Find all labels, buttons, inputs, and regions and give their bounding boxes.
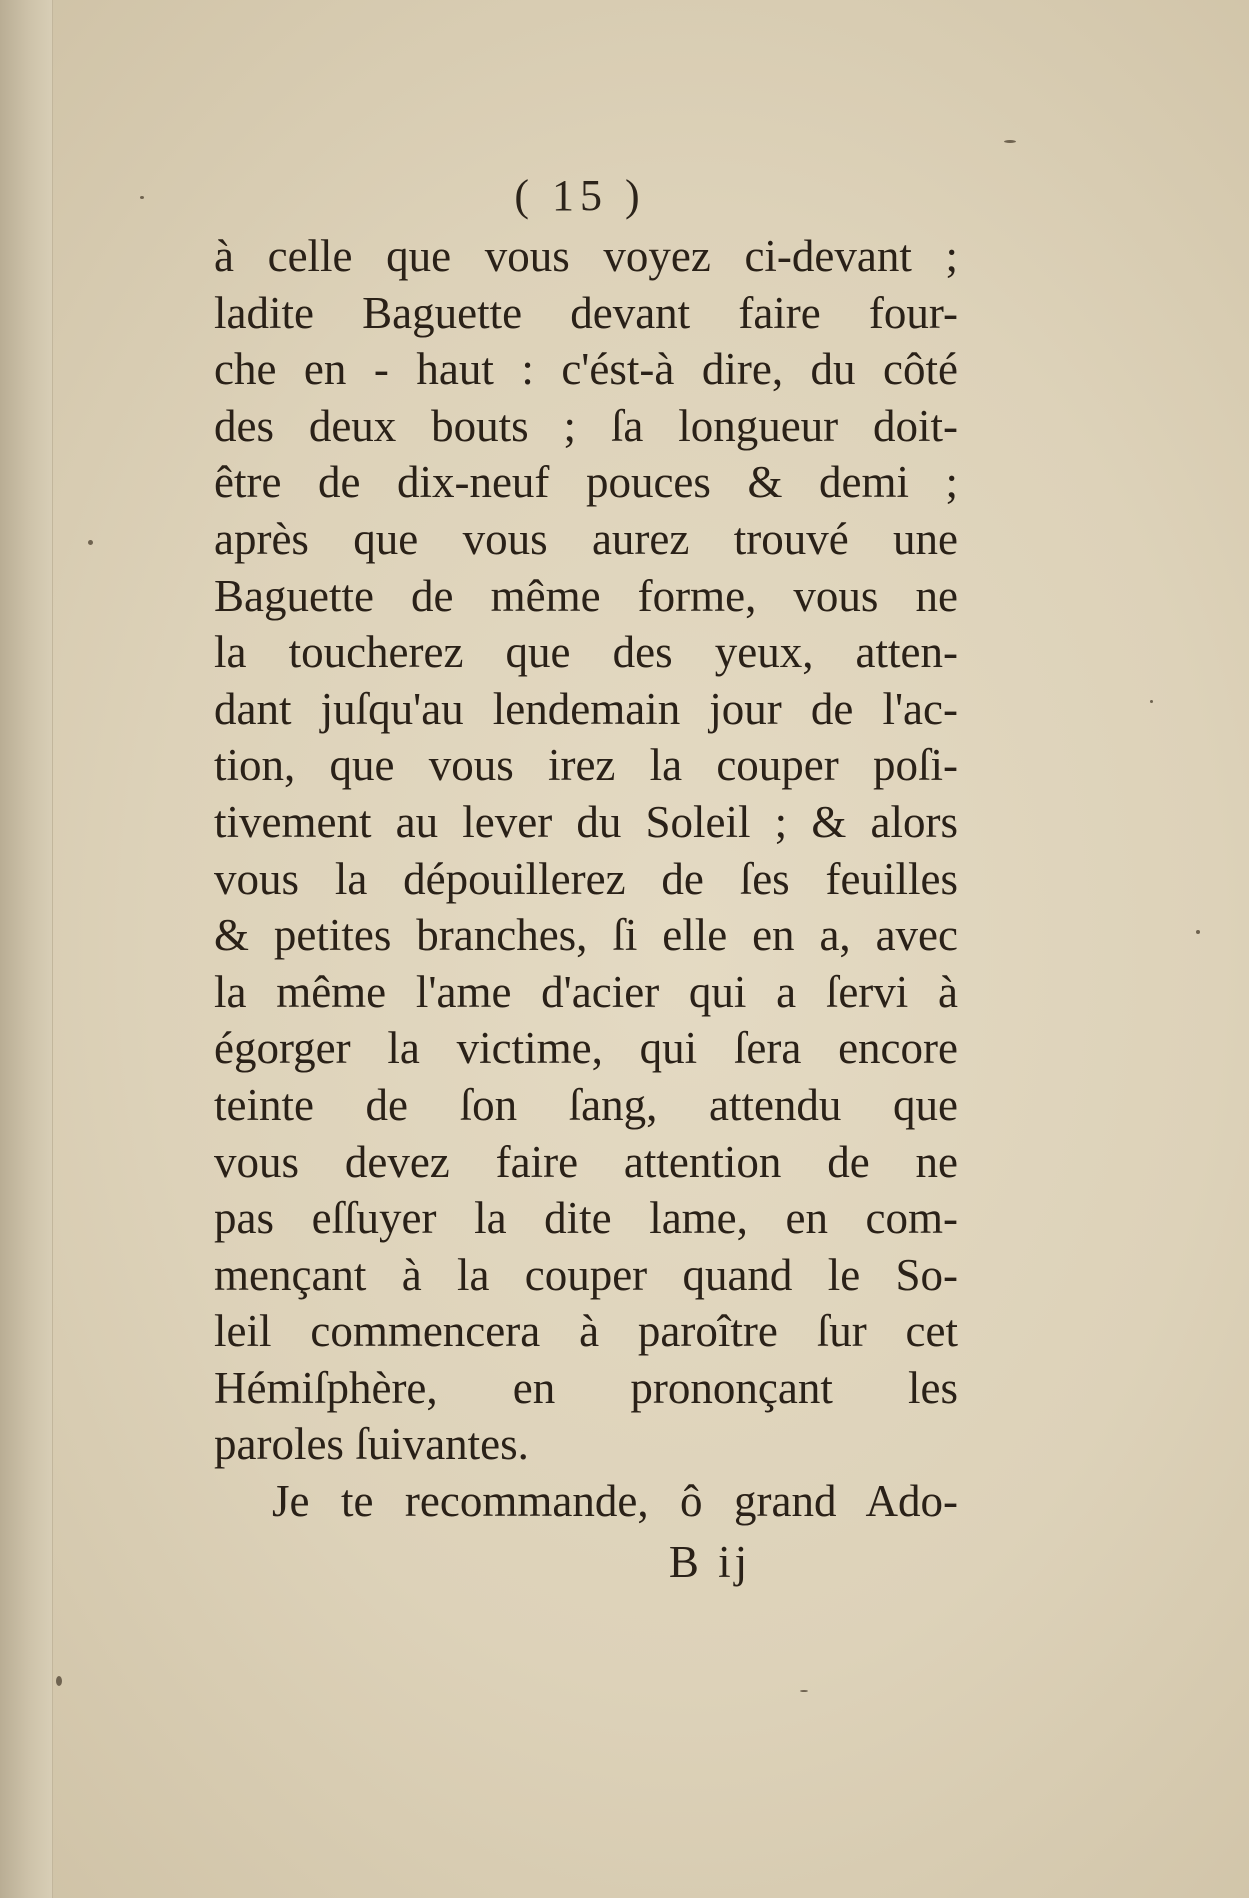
paper-speck bbox=[1196, 930, 1200, 934]
text-line: après que vous aurez trouvé une bbox=[214, 513, 958, 564]
text-line: à celle que vous voyez ci-devant ; bbox=[214, 231, 958, 281]
paper-speck bbox=[56, 1676, 62, 1686]
text-line: vous la dépouillerez de ſes feuilles bbox=[214, 853, 958, 904]
paper-speck bbox=[800, 1690, 808, 1692]
text-line: être de dix-neuf pouces & demi ; bbox=[214, 457, 958, 508]
text-line: paroles ſuivantes. bbox=[214, 1419, 529, 1470]
text-line: égorger la victime, qui ſera encore bbox=[214, 1023, 958, 1074]
paper-speck bbox=[1004, 140, 1016, 143]
text-line: tivement au lever du Soleil ; & alors bbox=[214, 796, 958, 847]
text-line: che en - haut : c'ést-à dire, du côté bbox=[214, 344, 958, 395]
text-line: leil commencera à paroître ſur cet bbox=[214, 1306, 958, 1357]
page-number: ( 15 ) bbox=[514, 171, 646, 220]
text-line: des deux bouts ; ſa longueur doit- bbox=[214, 400, 958, 451]
signature-mark: B ij bbox=[668, 1537, 752, 1587]
body-text bbox=[214, 228, 958, 1530]
text-line: la toucherez que des yeux, atten- bbox=[214, 627, 958, 678]
text-line: tion, que vous irez la couper poſi- bbox=[214, 740, 958, 791]
text-line: & petites branches, ſi elle en a, avec bbox=[214, 910, 958, 961]
text-line: Je te recommande, ô grand Ado- bbox=[272, 1476, 958, 1527]
text-line: la même l'ame d'acier qui a ſervi à bbox=[214, 966, 958, 1017]
page-gutter bbox=[0, 0, 53, 1898]
text-line: dant juſqu'au lendemain jour de l'ac- bbox=[214, 683, 958, 734]
paper-speck bbox=[88, 540, 93, 545]
text-line: ladite Baguette devant faire four- bbox=[214, 287, 958, 338]
paper-speck bbox=[140, 196, 144, 199]
paper-speck bbox=[1150, 700, 1153, 703]
text-line: mençant à la couper quand le So- bbox=[214, 1249, 958, 1300]
text-line: Baguette de même forme, vous ne bbox=[214, 570, 958, 621]
text-line: teinte de ſon ſang, attendu que bbox=[214, 1079, 958, 1130]
text-line: Hémiſphère, en prononçant les bbox=[214, 1362, 958, 1413]
text-line: pas eſſuyer la dite lame, en com- bbox=[214, 1193, 958, 1244]
text-line: vous devez faire attention de ne bbox=[214, 1136, 958, 1187]
